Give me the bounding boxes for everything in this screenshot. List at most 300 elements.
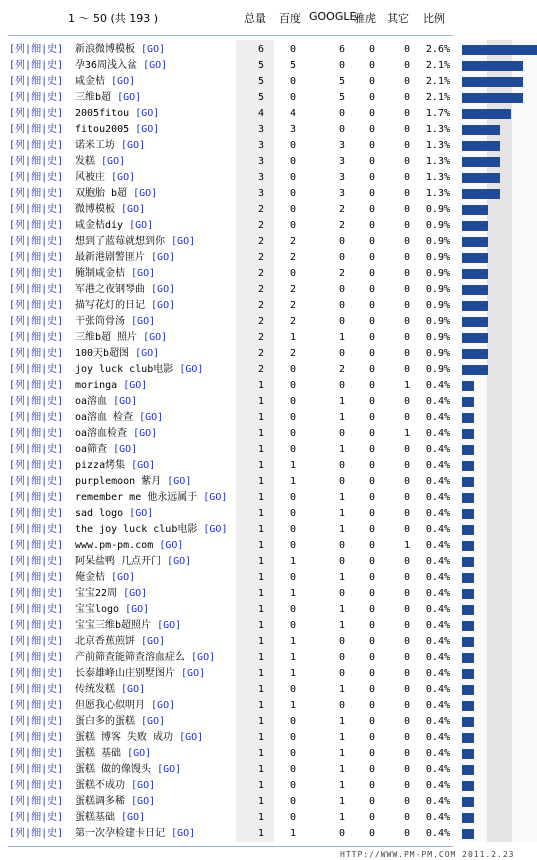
baidu-cell: 2: [289, 348, 296, 359]
history-link[interactable]: 史: [47, 684, 58, 695]
go-link[interactable]: [GO]: [179, 364, 204, 375]
list-link[interactable]: 列: [15, 716, 26, 727]
detail-link[interactable]: 细: [31, 348, 42, 359]
keyword-cell: [75, 154, 237, 170]
list-link[interactable]: 列: [15, 796, 26, 807]
go-link[interactable]: [GO]: [141, 716, 166, 727]
list-link[interactable]: 列: [15, 396, 26, 407]
keyword-text: 蛋糕不成功: [75, 780, 125, 791]
list-link[interactable]: 列: [15, 172, 26, 183]
detail-link[interactable]: 细: [31, 396, 42, 407]
keyword-text: 咸金桔: [75, 76, 105, 87]
ratio-bar: [462, 157, 500, 167]
history-link[interactable]: 史: [47, 396, 58, 407]
detail-link[interactable]: 细: [31, 604, 42, 615]
detail-link[interactable]: 细: [31, 220, 42, 231]
keyword-text: www.pm-pm.com: [75, 540, 154, 551]
go-link[interactable]: [GO]: [121, 812, 146, 823]
go-link[interactable]: [GO]: [135, 348, 160, 359]
ratio-bar: [462, 445, 474, 455]
keyword-text: 孕36周浅入盆: [75, 60, 138, 71]
detail-link[interactable]: 细: [31, 444, 42, 455]
history-link[interactable]: 史: [47, 268, 58, 279]
list-link[interactable]: 列: [15, 204, 26, 215]
ratio-bar: [462, 141, 500, 151]
detail-link[interactable]: 细: [31, 460, 42, 471]
detail-link[interactable]: 细: [31, 652, 42, 663]
list-link[interactable]: 列: [15, 108, 26, 119]
go-link[interactable]: [GO]: [113, 396, 138, 407]
row-links: [列|细|史]: [9, 732, 64, 743]
table-row: [0, 522, 537, 538]
detail-link[interactable]: 细: [31, 588, 42, 599]
table-row: [0, 186, 537, 202]
google-cell: 1: [338, 796, 345, 807]
list-link[interactable]: 列: [15, 524, 26, 535]
history-link[interactable]: 史: [47, 252, 58, 263]
go-link[interactable]: [GO]: [131, 316, 156, 327]
detail-link[interactable]: 细: [31, 572, 42, 583]
yahoo-cell: 0: [368, 300, 375, 311]
list-link[interactable]: 列: [15, 684, 26, 695]
history-link[interactable]: 史: [47, 364, 58, 375]
go-link[interactable]: [GO]: [171, 828, 196, 839]
detail-link[interactable]: 细: [31, 812, 42, 823]
go-link[interactable]: [GO]: [141, 44, 166, 55]
list-link[interactable]: 列: [15, 588, 26, 599]
list-link[interactable]: 列: [15, 124, 26, 135]
list-link[interactable]: 列: [15, 652, 26, 663]
detail-link[interactable]: 细: [31, 124, 42, 135]
list-link[interactable]: 列: [15, 412, 26, 423]
list-link[interactable]: 列: [15, 492, 26, 503]
go-link[interactable]: [GO]: [133, 188, 158, 199]
baidu-cell: 1: [289, 588, 296, 599]
go-link[interactable]: [GO]: [203, 524, 228, 535]
history-link[interactable]: 史: [47, 412, 58, 423]
history-link[interactable]: 史: [47, 428, 58, 439]
list-link[interactable]: 列: [15, 764, 26, 775]
history-link[interactable]: 史: [47, 316, 58, 327]
list-link[interactable]: 列: [15, 92, 26, 103]
keyword-text: 阿呆盐鸭 几点开门: [75, 556, 162, 567]
history-link[interactable]: 史: [47, 652, 58, 663]
go-link[interactable]: [GO]: [143, 332, 168, 343]
google-cell: 1: [338, 572, 345, 583]
list-link[interactable]: 列: [15, 316, 26, 327]
yahoo-cell: 0: [368, 268, 375, 279]
detail-link[interactable]: 细: [31, 492, 42, 503]
detail-link[interactable]: 细: [31, 332, 42, 343]
history-link[interactable]: 史: [47, 524, 58, 535]
total-cell: 1: [257, 524, 264, 535]
history-link[interactable]: 史: [47, 188, 58, 199]
ratio-bar: [462, 493, 474, 503]
go-link[interactable]: [GO]: [179, 732, 204, 743]
history-link[interactable]: 史: [47, 780, 58, 791]
detail-link[interactable]: 细: [31, 620, 42, 631]
list-link[interactable]: 列: [15, 156, 26, 167]
go-link[interactable]: [GO]: [121, 684, 146, 695]
go-link[interactable]: [GO]: [151, 284, 176, 295]
go-link[interactable]: [GO]: [131, 796, 156, 807]
detail-link[interactable]: 细: [31, 236, 42, 247]
detail-link[interactable]: 细: [31, 668, 42, 679]
ratio-bar: [462, 205, 488, 215]
list-link[interactable]: 列: [15, 476, 26, 487]
list-link[interactable]: 列: [15, 732, 26, 743]
total-cell: 1: [257, 492, 264, 503]
list-link[interactable]: 列: [15, 700, 26, 711]
detail-link[interactable]: 细: [31, 764, 42, 775]
history-link[interactable]: 史: [47, 476, 58, 487]
go-link[interactable]: [GO]: [129, 220, 154, 231]
detail-link[interactable]: 细: [31, 684, 42, 695]
detail-link[interactable]: 细: [31, 108, 42, 119]
go-link[interactable]: [GO]: [101, 156, 126, 167]
row-links: [列|细|史]: [9, 172, 64, 183]
history-link[interactable]: 史: [47, 492, 58, 503]
ratio-cell: 2.1%: [425, 60, 450, 71]
list-link[interactable]: 列: [15, 284, 26, 295]
history-link[interactable]: 史: [47, 348, 58, 359]
list-link[interactable]: 列: [15, 140, 26, 151]
history-link[interactable]: 史: [47, 748, 58, 759]
other-cell: 0: [403, 60, 410, 71]
row-links: [列|细|史]: [9, 108, 64, 119]
detail-link[interactable]: 细: [31, 476, 42, 487]
other-cell: 0: [403, 348, 410, 359]
ratio-cell: 0.4%: [425, 668, 450, 679]
history-link[interactable]: 史: [47, 732, 58, 743]
ratio-bar: [462, 45, 537, 55]
history-link[interactable]: 史: [47, 140, 58, 151]
history-link[interactable]: 史: [47, 460, 58, 471]
baidu-cell: 0: [289, 44, 296, 55]
history-link[interactable]: 史: [47, 620, 58, 631]
ratio-bar: [462, 269, 488, 279]
list-link[interactable]: 列: [15, 76, 26, 87]
table-row: [0, 666, 537, 682]
go-link[interactable]: [GO]: [159, 540, 184, 551]
list-link[interactable]: 列: [15, 332, 26, 343]
go-link[interactable]: [GO]: [131, 268, 156, 279]
go-link[interactable]: [GO]: [143, 60, 168, 71]
go-link[interactable]: [GO]: [129, 508, 154, 519]
go-link[interactable]: [GO]: [203, 492, 228, 503]
detail-link[interactable]: 细: [31, 284, 42, 295]
list-link[interactable]: 列: [15, 780, 26, 791]
total-cell: 1: [257, 812, 264, 823]
history-link[interactable]: 史: [47, 716, 58, 727]
other-cell: 0: [403, 444, 410, 455]
detail-link[interactable]: 细: [31, 524, 42, 535]
list-link[interactable]: 列: [15, 348, 26, 359]
row-links: [列|细|史]: [9, 556, 64, 567]
baidu-cell: 0: [289, 604, 296, 615]
table-row: [0, 58, 537, 74]
list-link[interactable]: 列: [15, 268, 26, 279]
go-link[interactable]: [GO]: [151, 300, 176, 311]
list-link[interactable]: 列: [15, 460, 26, 471]
detail-link[interactable]: 细: [31, 252, 42, 263]
table-row: [0, 90, 537, 106]
ratio-cell: 0.9%: [425, 364, 450, 375]
detail-link[interactable]: 细: [31, 732, 42, 743]
baidu-cell: 1: [289, 556, 296, 567]
ratio-cell: 0.4%: [425, 684, 450, 695]
history-link[interactable]: 史: [47, 60, 58, 71]
row-links: [列|细|史]: [9, 748, 64, 759]
detail-link[interactable]: 细: [31, 300, 42, 311]
go-link[interactable]: [GO]: [171, 236, 196, 247]
detail-link[interactable]: 细: [31, 796, 42, 807]
list-link[interactable]: 列: [15, 60, 26, 71]
ratio-bar: [462, 125, 500, 135]
go-link[interactable]: [GO]: [123, 380, 148, 391]
google-cell: 1: [338, 780, 345, 791]
history-link[interactable]: 史: [47, 828, 58, 839]
history-link[interactable]: 史: [47, 812, 58, 823]
detail-link[interactable]: 细: [31, 828, 42, 839]
keyword-cell: [75, 346, 237, 362]
history-link[interactable]: 史: [47, 380, 58, 391]
history-link[interactable]: 史: [47, 236, 58, 247]
history-link[interactable]: 史: [47, 284, 58, 295]
ratio-bar: [462, 61, 523, 71]
ratio-cell: 0.4%: [425, 396, 450, 407]
keyword-cell: [75, 410, 237, 426]
history-link[interactable]: 史: [47, 156, 58, 167]
list-link[interactable]: 列: [15, 572, 26, 583]
baidu-cell: 1: [289, 476, 296, 487]
col-total-header: 总量: [244, 12, 266, 25]
list-link[interactable]: 列: [15, 636, 26, 647]
go-link[interactable]: [GO]: [117, 92, 142, 103]
detail-link[interactable]: 细: [31, 76, 42, 87]
go-link[interactable]: [GO]: [135, 108, 160, 119]
other-cell: 0: [403, 492, 410, 503]
keyword-text: remember me 他永远属于: [75, 492, 198, 503]
other-cell: 0: [403, 796, 410, 807]
google-cell: 0: [338, 652, 345, 663]
history-link[interactable]: 史: [47, 700, 58, 711]
ratio-cell: 0.9%: [425, 332, 450, 343]
detail-link[interactable]: 细: [31, 556, 42, 567]
history-link[interactable]: 史: [47, 172, 58, 183]
ratio-cell: 0.9%: [425, 348, 450, 359]
go-link[interactable]: [GO]: [141, 636, 166, 647]
yahoo-cell: 0: [368, 524, 375, 535]
go-link[interactable]: [GO]: [131, 460, 156, 471]
history-link[interactable]: 史: [47, 44, 58, 55]
list-link[interactable]: 列: [15, 236, 26, 247]
list-link[interactable]: 列: [15, 300, 26, 311]
list-link[interactable]: 列: [15, 604, 26, 615]
list-link[interactable]: 列: [15, 380, 26, 391]
go-link[interactable]: [GO]: [113, 444, 138, 455]
keyword-text: 蛋糕基础: [75, 812, 115, 823]
go-link[interactable]: [GO]: [151, 700, 176, 711]
history-link[interactable]: 史: [47, 668, 58, 679]
ratio-bar: [462, 317, 488, 327]
keyword-cell: [75, 474, 237, 490]
google-cell: 2: [338, 220, 345, 231]
total-cell: 2: [257, 268, 264, 279]
go-link[interactable]: [GO]: [181, 668, 206, 679]
detail-link[interactable]: 细: [31, 92, 42, 103]
ratio-bar: [462, 349, 488, 359]
detail-link[interactable]: 细: [31, 188, 42, 199]
history-link[interactable]: 史: [47, 332, 58, 343]
list-link[interactable]: 列: [15, 828, 26, 839]
baidu-cell: 2: [289, 284, 296, 295]
go-link[interactable]: [GO]: [135, 124, 160, 135]
list-link[interactable]: 列: [15, 428, 26, 439]
table-row: [0, 538, 537, 554]
history-link[interactable]: 史: [47, 636, 58, 647]
history-link[interactable]: 史: [47, 108, 58, 119]
go-link[interactable]: [GO]: [139, 412, 164, 423]
keyword-text: 描写花灯的日记: [75, 300, 145, 311]
keyword-cell: [75, 746, 237, 762]
detail-link[interactable]: 细: [31, 316, 42, 327]
keyword-text: 蛋糕 博客 失败 成功: [75, 732, 174, 743]
go-link[interactable]: [GO]: [111, 76, 136, 87]
google-cell: 1: [338, 764, 345, 775]
baidu-cell: 0: [289, 428, 296, 439]
go-link[interactable]: [GO]: [191, 652, 216, 663]
keyword-text: 腌制咸金桔: [75, 268, 125, 279]
google-cell: 1: [338, 332, 345, 343]
ratio-bar: [462, 477, 474, 487]
total-cell: 1: [257, 508, 264, 519]
history-link[interactable]: 史: [47, 764, 58, 775]
go-link[interactable]: [GO]: [151, 252, 176, 263]
list-link[interactable]: 列: [15, 188, 26, 199]
baidu-cell: 2: [289, 252, 296, 263]
go-link[interactable]: [GO]: [123, 588, 148, 599]
table-row: [0, 778, 537, 794]
history-link[interactable]: 史: [47, 444, 58, 455]
keyword-text: joy luck club电影: [75, 364, 174, 375]
go-link[interactable]: [GO]: [125, 604, 150, 615]
google-cell: 0: [338, 828, 345, 839]
table-row: [0, 650, 537, 666]
go-link[interactable]: [GO]: [131, 780, 156, 791]
google-cell: 0: [338, 108, 345, 119]
history-link[interactable]: 史: [47, 796, 58, 807]
list-link[interactable]: 列: [15, 812, 26, 823]
go-link[interactable]: [GO]: [121, 140, 146, 151]
detail-link[interactable]: 细: [31, 268, 42, 279]
yahoo-cell: 0: [368, 444, 375, 455]
detail-link[interactable]: 细: [31, 380, 42, 391]
other-cell: 0: [403, 524, 410, 535]
history-link[interactable]: 史: [47, 604, 58, 615]
go-link[interactable]: [GO]: [133, 428, 158, 439]
detail-link[interactable]: 细: [31, 156, 42, 167]
detail-link[interactable]: 细: [31, 412, 42, 423]
ratio-cell: 1.3%: [425, 124, 450, 135]
detail-link[interactable]: 细: [31, 140, 42, 151]
detail-link[interactable]: 细: [31, 636, 42, 647]
go-link[interactable]: [GO]: [167, 476, 192, 487]
history-link[interactable]: 史: [47, 540, 58, 551]
history-link[interactable]: 史: [47, 556, 58, 567]
list-link[interactable]: 列: [15, 444, 26, 455]
go-link[interactable]: [GO]: [167, 556, 192, 567]
history-link[interactable]: 史: [47, 588, 58, 599]
detail-link[interactable]: 细: [31, 44, 42, 55]
go-link[interactable]: [GO]: [127, 748, 152, 759]
go-link[interactable]: [GO]: [157, 620, 182, 631]
ratio-bar: [462, 109, 511, 119]
history-link[interactable]: 史: [47, 76, 58, 87]
history-link[interactable]: 史: [47, 300, 58, 311]
go-link[interactable]: [GO]: [111, 572, 136, 583]
list-link[interactable]: 列: [15, 748, 26, 759]
detail-link[interactable]: 细: [31, 204, 42, 215]
go-link[interactable]: [GO]: [111, 172, 136, 183]
keyword-cell: [75, 586, 237, 602]
list-link[interactable]: 列: [15, 508, 26, 519]
list-link[interactable]: 列: [15, 44, 26, 55]
go-link[interactable]: [GO]: [121, 204, 146, 215]
other-cell: 0: [403, 108, 410, 119]
detail-link[interactable]: 细: [31, 748, 42, 759]
list-link[interactable]: 列: [15, 364, 26, 375]
detail-link[interactable]: 细: [31, 700, 42, 711]
go-link[interactable]: [GO]: [157, 764, 182, 775]
list-link[interactable]: 列: [15, 556, 26, 567]
detail-link[interactable]: 细: [31, 172, 42, 183]
ratio-cell: 2.1%: [425, 76, 450, 87]
other-cell: 0: [403, 204, 410, 215]
keyword-cell: [75, 138, 237, 154]
list-link[interactable]: 列: [15, 668, 26, 679]
yahoo-cell: 0: [368, 684, 375, 695]
detail-link[interactable]: 细: [31, 540, 42, 551]
history-link[interactable]: 史: [47, 204, 58, 215]
history-link[interactable]: 史: [47, 124, 58, 135]
history-link[interactable]: 史: [47, 220, 58, 231]
list-link[interactable]: 列: [15, 620, 26, 631]
keyword-text: 干张筒骨汤: [75, 316, 125, 327]
keyword-cell: [75, 794, 237, 810]
history-link[interactable]: 史: [47, 92, 58, 103]
baidu-cell: 0: [289, 204, 296, 215]
detail-link[interactable]: 细: [31, 716, 42, 727]
list-link[interactable]: 列: [15, 220, 26, 231]
baidu-cell: 1: [289, 460, 296, 471]
keyword-cell: [75, 442, 237, 458]
detail-link[interactable]: 细: [31, 60, 42, 71]
detail-link[interactable]: 细: [31, 428, 42, 439]
list-link[interactable]: 列: [15, 252, 26, 263]
ratio-bar: [462, 413, 474, 423]
history-link[interactable]: 史: [47, 508, 58, 519]
detail-link[interactable]: 细: [31, 364, 42, 375]
history-link[interactable]: 史: [47, 572, 58, 583]
detail-link[interactable]: 细: [31, 780, 42, 791]
col-yahoo-header: 雅虎: [354, 12, 376, 25]
keyword-cell: [75, 330, 237, 346]
row-links: [列|细|史]: [9, 332, 64, 343]
detail-link[interactable]: 细: [31, 508, 42, 519]
list-link[interactable]: 列: [15, 540, 26, 551]
row-links: [列|细|史]: [9, 588, 64, 599]
